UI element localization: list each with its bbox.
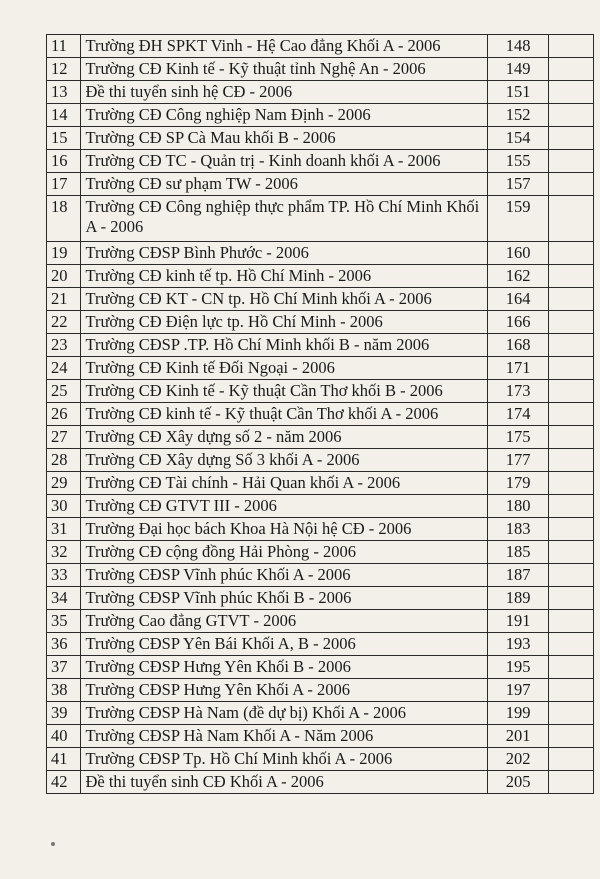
entry-page-number: 174: [488, 403, 548, 426]
entry-number: 33: [47, 564, 81, 587]
entry-page-number: 179: [488, 472, 548, 495]
toc-row: [47, 748, 594, 771]
entry-title: Trường CĐSP Bình Phước - 2006: [81, 242, 488, 265]
entry-page-number: 157: [488, 173, 548, 196]
toc-row: [47, 357, 594, 380]
toc-row: [47, 288, 594, 311]
entry-title: Trường CĐSP Hưng Yên Khối B - 2006: [81, 656, 488, 679]
empty-cell: [548, 81, 593, 104]
entry-page-number: 191: [488, 610, 548, 633]
entry-title: Trường CĐ kinh tế - Kỹ thuật Cần Thơ khối A - 2006: [81, 403, 488, 426]
entry-page-number: 173: [488, 380, 548, 403]
empty-cell: [548, 633, 593, 656]
entry-page-number: 205: [488, 771, 548, 794]
entry-title: Trường CĐ SP Cà Mau khối B - 2006: [81, 127, 488, 150]
entry-number: 26: [47, 403, 81, 426]
entry-title: Trường CĐ Điện lực tp. Hồ Chí Minh - 2006: [81, 311, 488, 334]
toc-row: [47, 242, 594, 265]
toc-row: [47, 265, 594, 288]
toc-row: [47, 449, 594, 472]
entry-title: Trường CĐSP .TP. Hồ Chí Minh khối B - năm 2006: [81, 334, 488, 357]
empty-cell: [548, 334, 593, 357]
empty-cell: [548, 518, 593, 541]
empty-cell: [548, 725, 593, 748]
toc-row: [47, 610, 594, 633]
empty-cell: [548, 357, 593, 380]
empty-cell: [548, 702, 593, 725]
entry-title: Trường CĐSP Hà Nam Khối A - Năm 2006: [81, 725, 488, 748]
entry-page-number: 155: [488, 150, 548, 173]
entry-number: 17: [47, 173, 81, 196]
entry-number: 24: [47, 357, 81, 380]
toc-row: [47, 127, 594, 150]
toc-row: [47, 403, 594, 426]
entry-page-number: 197: [488, 679, 548, 702]
toc-row: [47, 771, 594, 794]
entry-page-number: 193: [488, 633, 548, 656]
toc-row: [47, 35, 594, 58]
entry-page-number: 160: [488, 242, 548, 265]
entry-number: 28: [47, 449, 81, 472]
entry-page-number: 152: [488, 104, 548, 127]
entry-number: 22: [47, 311, 81, 334]
entry-page-number: 175: [488, 426, 548, 449]
entry-title: Trường CĐ GTVT III - 2006: [81, 495, 488, 518]
toc-row: [47, 679, 594, 702]
entry-number: 14: [47, 104, 81, 127]
toc-row: [47, 564, 594, 587]
entry-number: 34: [47, 587, 81, 610]
entry-page-number: 183: [488, 518, 548, 541]
toc-row: [47, 104, 594, 127]
toc-row: [47, 656, 594, 679]
entry-number: 19: [47, 242, 81, 265]
entry-page-number: 164: [488, 288, 548, 311]
empty-cell: [548, 748, 593, 771]
toc-row: [47, 518, 594, 541]
entry-title: Trường CĐSP Hưng Yên Khối A - 2006: [81, 679, 488, 702]
toc-row: [47, 702, 594, 725]
entry-title: Trường CĐ Tài chính - Hải Quan khối A - 2006: [81, 472, 488, 495]
entry-title: Trường CĐ Xây dựng Số 3 khối A - 2006: [81, 449, 488, 472]
entry-title: Trường Đại học bách Khoa Hà Nội hệ CĐ - 2006: [81, 518, 488, 541]
entry-title: Đề thi tuyển sinh hệ CĐ - 2006: [81, 81, 488, 104]
entry-page-number: 166: [488, 311, 548, 334]
entry-title: Trường Cao đẳng GTVT - 2006: [81, 610, 488, 633]
entry-page-number: 180: [488, 495, 548, 518]
entry-title: Trường CĐ Kinh tế - Kỹ thuật tỉnh Nghệ An - 2006: [81, 58, 488, 81]
empty-cell: [548, 403, 593, 426]
empty-cell: [548, 58, 593, 81]
toc-row: [47, 380, 594, 403]
entry-number: 31: [47, 518, 81, 541]
empty-cell: [548, 771, 593, 794]
empty-cell: [548, 150, 593, 173]
entry-title: Trường CĐSP Yên Bái Khối A, B - 2006: [81, 633, 488, 656]
entry-page-number: 162: [488, 265, 548, 288]
toc-row: [47, 81, 594, 104]
empty-cell: [548, 449, 593, 472]
entry-title: Trường CĐ KT - CN tp. Hồ Chí Minh khối A - 2006: [81, 288, 488, 311]
entry-title: Trường CĐ sư phạm TW - 2006: [81, 173, 488, 196]
entry-number: 20: [47, 265, 81, 288]
entry-title: Trường CĐ Xây dựng số 2 - năm 2006: [81, 426, 488, 449]
toc-row: [47, 311, 594, 334]
empty-cell: [548, 127, 593, 150]
entry-page-number: 148: [488, 35, 548, 58]
entry-title: Trường CĐ Kinh tế Đối Ngoại - 2006: [81, 357, 488, 380]
entry-number: 37: [47, 656, 81, 679]
empty-cell: [548, 472, 593, 495]
entry-title: Trường CĐ Công nghiệp Nam Định - 2006: [81, 104, 488, 127]
entry-number: 27: [47, 426, 81, 449]
entry-title: Trường CĐ cộng đồng Hải Phòng - 2006: [81, 541, 488, 564]
entry-number: 39: [47, 702, 81, 725]
entry-number: 15: [47, 127, 81, 150]
toc-row: [47, 495, 594, 518]
toc-row: [47, 587, 594, 610]
entry-title: Đề thi tuyển sinh CĐ Khối A - 2006: [81, 771, 488, 794]
entry-page-number: 149: [488, 58, 548, 81]
toc-row: [47, 196, 594, 242]
page-speck: [51, 842, 55, 846]
entry-page-number: 185: [488, 541, 548, 564]
entry-number: 11: [47, 35, 81, 58]
empty-cell: [548, 564, 593, 587]
entry-number: 35: [47, 610, 81, 633]
empty-cell: [548, 242, 593, 265]
entry-number: 42: [47, 771, 81, 794]
empty-cell: [548, 265, 593, 288]
entry-page-number: 199: [488, 702, 548, 725]
entry-page-number: 189: [488, 587, 548, 610]
empty-cell: [548, 656, 593, 679]
entry-title: Trường CĐ kinh tế tp. Hồ Chí Minh - 2006: [81, 265, 488, 288]
entry-title: Trường CĐSP Tp. Hồ Chí Minh khối A - 2006: [81, 748, 488, 771]
entry-page-number: 159: [488, 196, 548, 242]
entry-number: 21: [47, 288, 81, 311]
entry-title: Trường CĐ Công nghiệp thực phẩm TP. Hồ Chí Minh Khối A - 2006: [81, 196, 488, 242]
empty-cell: [548, 610, 593, 633]
entry-page-number: 171: [488, 357, 548, 380]
entry-page-number: 154: [488, 127, 548, 150]
empty-cell: [548, 104, 593, 127]
toc-row: [47, 334, 594, 357]
toc-row: [47, 58, 594, 81]
entry-number: 32: [47, 541, 81, 564]
entry-title: Trường ĐH SPKT Vinh - Hệ Cao đẳng Khối A - 2006: [81, 35, 488, 58]
empty-cell: [548, 587, 593, 610]
empty-cell: [548, 35, 593, 58]
entry-number: 18: [47, 196, 81, 242]
toc-row: [47, 725, 594, 748]
entry-number: 25: [47, 380, 81, 403]
empty-cell: [548, 380, 593, 403]
entry-number: 23: [47, 334, 81, 357]
empty-cell: [548, 196, 593, 242]
entry-number: 12: [47, 58, 81, 81]
entry-title: Trường CĐSP Vĩnh phúc Khối A - 2006: [81, 564, 488, 587]
toc-row: [47, 150, 594, 173]
entry-number: 30: [47, 495, 81, 518]
empty-cell: [548, 495, 593, 518]
toc-row: [47, 541, 594, 564]
toc-row: [47, 426, 594, 449]
entry-title: Trường CĐSP Vĩnh phúc Khối B - 2006: [81, 587, 488, 610]
entry-page-number: 195: [488, 656, 548, 679]
entry-number: 29: [47, 472, 81, 495]
empty-cell: [548, 426, 593, 449]
entry-page-number: 187: [488, 564, 548, 587]
entry-number: 36: [47, 633, 81, 656]
entry-number: 38: [47, 679, 81, 702]
entry-number: 16: [47, 150, 81, 173]
entry-number: 13: [47, 81, 81, 104]
toc-body: [47, 35, 594, 794]
empty-cell: [548, 679, 593, 702]
entry-page-number: 201: [488, 725, 548, 748]
entry-title: Trường CĐ Kinh tế - Kỹ thuật Cần Thơ khối B - 2006: [81, 380, 488, 403]
empty-cell: [548, 288, 593, 311]
entry-page-number: 177: [488, 449, 548, 472]
toc-row: [47, 173, 594, 196]
entry-page-number: 202: [488, 748, 548, 771]
toc-table: [46, 34, 594, 794]
entry-page-number: 168: [488, 334, 548, 357]
entry-page-number: 151: [488, 81, 548, 104]
toc-row: [47, 472, 594, 495]
empty-cell: [548, 173, 593, 196]
toc-row: [47, 633, 594, 656]
entry-title: Trường CĐ TC - Quản trị - Kinh doanh khối A - 2006: [81, 150, 488, 173]
empty-cell: [548, 541, 593, 564]
entry-number: 40: [47, 725, 81, 748]
entry-title: Trường CĐSP Hà Nam (đề dự bị) Khối A - 2006: [81, 702, 488, 725]
entry-number: 41: [47, 748, 81, 771]
empty-cell: [548, 311, 593, 334]
